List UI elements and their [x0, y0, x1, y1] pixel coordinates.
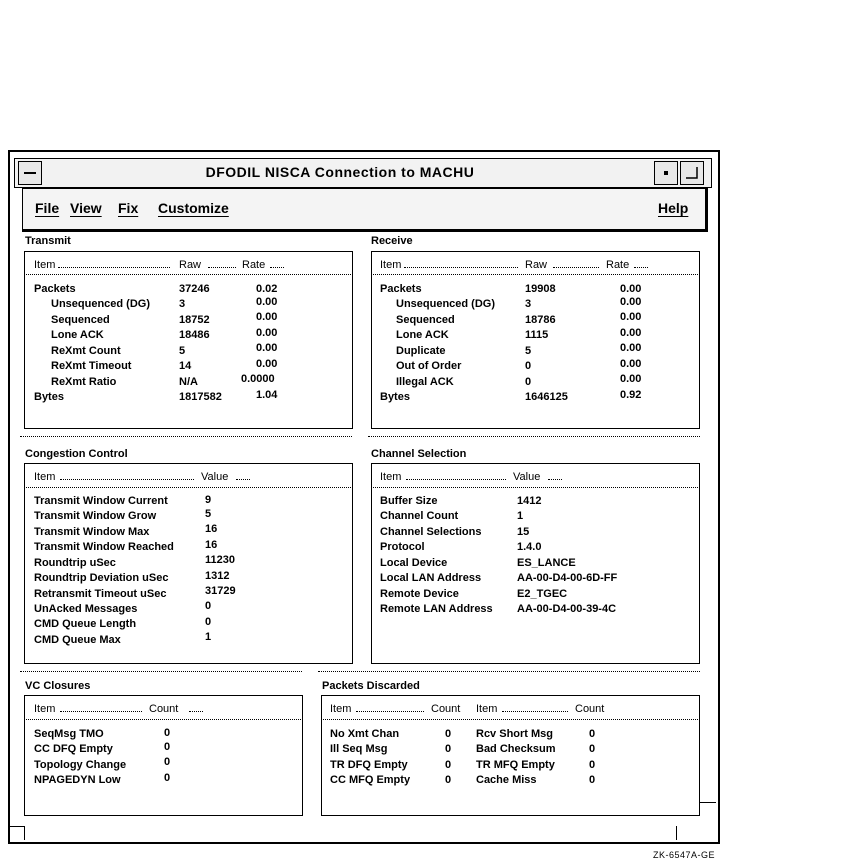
channel-row-label: Local LAN Address: [380, 572, 482, 584]
receive-row-label: Lone ACK: [396, 329, 449, 341]
congestion-row-value: 16: [205, 523, 218, 535]
transmit-row-rate: 0.00: [256, 311, 278, 323]
congestion-row-value: 5: [205, 508, 212, 520]
discarded-header-dots: [356, 711, 424, 712]
discarded-row-count: 0: [589, 759, 596, 771]
transmit-header-divider: [24, 274, 351, 275]
channel-row-label: Channel Count: [380, 510, 459, 522]
receive-row-label: Out of Order: [396, 360, 462, 372]
congestion-section-title: Congestion Control: [25, 448, 128, 460]
congestion-row-label: Roundtrip uSec: [34, 557, 116, 569]
channel-header-item: Item: [380, 471, 402, 483]
discarded-row-label: CC MFQ Empty: [330, 774, 411, 786]
congestion-row-label: CMD Queue Max: [34, 634, 121, 646]
section-separator: [318, 671, 700, 672]
discarded-row-label: Bad Checksum: [476, 743, 556, 755]
vc-row-count: 0: [164, 741, 171, 753]
receive-header-rate: Rate: [606, 259, 630, 271]
discarded-row-count: 0: [589, 774, 596, 786]
transmit-header-rate: Rate: [242, 259, 266, 271]
resize-handle-bottom-left[interactable]: [8, 826, 24, 827]
maximize-button[interactable]: [680, 161, 704, 185]
section-separator: [368, 436, 700, 437]
vc-header-divider: [24, 719, 301, 720]
transmit-row-raw: 37246: [179, 283, 210, 295]
congestion-row-label: UnAcked Messages: [34, 603, 138, 615]
congestion-row-value: 0: [205, 600, 212, 612]
receive-row-raw: 1646125: [525, 391, 568, 403]
transmit-header-dots: [270, 267, 284, 268]
transmit-row-rate: 0.0000: [241, 373, 275, 385]
minimize-icon: [655, 162, 677, 184]
channel-row-label: Channel Selections: [380, 526, 482, 538]
receive-row-raw: 19908: [525, 283, 556, 295]
discarded-row-label: No Xmt Chan: [330, 728, 400, 740]
channel-row-value: AA-00-D4-00-39-4C: [517, 603, 617, 615]
receive-row-rate: 0.92: [620, 389, 642, 401]
receive-row-rate: 0.00: [620, 311, 642, 323]
transmit-row-label: ReXmt Timeout: [51, 360, 132, 372]
congestion-row-value: 9: [205, 494, 212, 506]
receive-header-dots: [634, 267, 648, 268]
receive-row-rate: 0.00: [620, 327, 642, 339]
transmit-row-raw: N/A: [179, 376, 198, 388]
transmit-row-raw: 18752: [179, 314, 210, 326]
channel-row-label: Remote Device: [380, 588, 459, 600]
congestion-header-item: Item: [34, 471, 56, 483]
transmit-row-raw: 18486: [179, 329, 210, 341]
receive-row-label: Illegal ACK: [396, 376, 454, 388]
discarded-header-divider: [321, 719, 698, 720]
transmit-row-rate: 0.00: [256, 358, 278, 370]
receive-row-label: Bytes: [380, 391, 410, 403]
discarded-row-label: TR DFQ Empty: [330, 759, 408, 771]
channel-row-value: 15: [517, 526, 530, 538]
vc-row-count: 0: [164, 756, 171, 768]
discarded-row-count: 0: [589, 728, 596, 740]
receive-row-rate: 0.00: [620, 373, 642, 385]
receive-row-rate: 0.00: [620, 283, 642, 295]
figure-code: ZK-6547A-GE: [652, 850, 715, 860]
congestion-row-label: Roundtrip Deviation uSec: [34, 572, 169, 584]
congestion-row-label: Transmit Window Grow: [34, 510, 157, 522]
channel-header-value: Value: [513, 471, 541, 483]
transmit-section-title: Transmit: [25, 235, 71, 247]
transmit-row-rate: 1.04: [256, 389, 278, 401]
transmit-row-raw: 5: [179, 345, 186, 357]
window-menu-icon: [19, 162, 41, 184]
receive-header-raw: Raw: [525, 259, 548, 271]
transmit-row-rate: 0.00: [256, 342, 278, 354]
congestion-row-label: Transmit Window Current: [34, 495, 168, 507]
menu-fix[interactable]: Fix: [118, 200, 139, 216]
channel-row-value: 1: [517, 510, 524, 522]
resize-handle-bottom-right[interactable]: [700, 802, 716, 803]
minimize-button[interactable]: [654, 161, 678, 185]
vc-row-count: 0: [164, 772, 171, 784]
discarded-row-count: 0: [445, 743, 452, 755]
discarded-header-dots: [502, 711, 568, 712]
vc-header-item: Item: [34, 703, 56, 715]
congestion-header-dots: [236, 479, 250, 480]
congestion-row-value: 0: [205, 616, 212, 628]
transmit-row-rate: 0.00: [256, 327, 278, 339]
transmit-row-label: Packets: [34, 283, 76, 295]
menu-file[interactable]: File: [35, 200, 60, 216]
discarded-row-label: Cache Miss: [476, 774, 537, 786]
transmit-row-label: Bytes: [34, 391, 64, 403]
congestion-row-value: 1: [205, 631, 212, 643]
discarded-header-item: Item: [476, 703, 498, 715]
congestion-row-label: Transmit Window Max: [34, 526, 150, 538]
receive-header-item: Item: [380, 259, 402, 271]
receive-row-rate: 0.00: [620, 342, 642, 354]
transmit-row-raw: 3: [179, 298, 186, 310]
channel-row-value: 1412: [517, 495, 542, 507]
vc-row-label: Topology Change: [34, 759, 127, 771]
transmit-row-label: Unsequenced (DG): [51, 298, 151, 310]
receive-row-raw: 3: [525, 298, 532, 310]
channel-row-label: Protocol: [380, 541, 425, 553]
discarded-row-count: 0: [445, 728, 452, 740]
menu-customize[interactable]: Customize: [158, 200, 229, 216]
channel-row-value: 1.4.0: [517, 541, 542, 553]
window-menu-button[interactable]: [18, 161, 42, 185]
congestion-row-value: 16: [205, 539, 218, 551]
vc-row-label: CC DFQ Empty: [34, 743, 113, 755]
transmit-header-item: Item: [34, 259, 56, 271]
discarded-row-label: Ill Seq Msg: [330, 743, 388, 755]
transmit-row-rate: 0.00: [256, 296, 278, 308]
vc-row-label: SeqMsg TMO: [34, 728, 104, 740]
receive-row-label: Duplicate: [396, 345, 446, 357]
channel-row-label: Buffer Size: [380, 495, 438, 507]
channel-row-label: Local Device: [380, 557, 448, 569]
receive-row-label: Sequenced: [396, 314, 455, 326]
transmit-row-raw: 14: [179, 360, 192, 372]
menu-help[interactable]: Help: [658, 200, 689, 216]
congestion-row-value: 11230: [205, 554, 235, 566]
receive-row-raw: 18786: [525, 314, 556, 326]
congestion-row-value: 31729: [205, 585, 236, 597]
maximize-icon: [681, 162, 703, 184]
vc-row-label: NPAGEDYN Low: [34, 774, 121, 786]
vc-row-count: 0: [164, 727, 171, 739]
discarded-header-item: Item: [330, 703, 352, 715]
receive-row-label: Unsequenced (DG): [396, 298, 496, 310]
discarded-section-title: Packets Discarded: [322, 680, 420, 692]
receive-section-title: Receive: [371, 235, 413, 247]
receive-row-raw: 1115: [525, 329, 549, 341]
section-separator: [20, 671, 302, 672]
congestion-row-value: 1312: [205, 570, 230, 582]
discarded-row-count: 0: [445, 774, 452, 786]
receive-row-raw: 0: [525, 376, 532, 388]
receive-row-raw: 5: [525, 345, 532, 357]
channel-header-divider: [371, 487, 698, 488]
channel-row-label: Remote LAN Address: [380, 603, 493, 615]
resize-handle-bottom-left[interactable]: [24, 826, 25, 840]
receive-row-rate: 0.00: [620, 296, 642, 308]
channel-header-dots: [406, 479, 506, 480]
receive-row-rate: 0.00: [620, 358, 642, 370]
transmit-row-raw: 1817582: [179, 391, 222, 403]
receive-header-dots: [404, 267, 518, 268]
channel-row-value: ES_LANCE: [517, 557, 576, 569]
menu-view[interactable]: View: [70, 200, 102, 216]
congestion-header-divider: [24, 487, 351, 488]
receive-header-dots: [553, 267, 599, 268]
discarded-row-label: TR MFQ Empty: [476, 759, 555, 771]
transmit-header-dots: [208, 267, 236, 268]
receive-row-label: Packets: [380, 283, 422, 295]
channel-row-value: E2_TGEC: [517, 588, 568, 600]
channel-section-title: Channel Selection: [371, 448, 467, 460]
section-separator: [20, 436, 352, 437]
transmit-row-rate: 0.02: [256, 283, 278, 295]
congestion-row-label: Retransmit Timeout uSec: [34, 588, 167, 600]
transmit-header-dots: [58, 267, 170, 268]
discarded-header-count: Count: [575, 703, 605, 715]
transmit-row-label: ReXmt Count: [51, 345, 121, 357]
transmit-row-label: Lone ACK: [51, 329, 104, 341]
transmit-row-label: ReXmt Ratio: [51, 376, 117, 388]
vc-header-dots: [189, 711, 203, 712]
discarded-row-count: 0: [589, 743, 596, 755]
congestion-row-label: Transmit Window Reached: [34, 541, 174, 553]
congestion-row-label: CMD Queue Length: [34, 618, 137, 630]
congestion-header-dots: [60, 479, 194, 480]
vc-header-dots: [60, 711, 142, 712]
congestion-header-value: Value: [201, 471, 229, 483]
channel-header-dots: [548, 479, 562, 480]
discarded-row-count: 0: [445, 759, 452, 771]
vc-section-title: VC Closures: [25, 680, 91, 692]
resize-handle-bottom-right[interactable]: [676, 826, 677, 840]
discarded-header-count: Count: [431, 703, 461, 715]
window-title: DFODIL NISCA Connection to MACHU: [205, 164, 475, 180]
discarded-panel: [321, 695, 700, 816]
receive-header-divider: [371, 274, 698, 275]
vc-header-count: Count: [149, 703, 179, 715]
transmit-header-raw: Raw: [179, 259, 202, 271]
receive-row-raw: 0: [525, 360, 532, 372]
discarded-row-label: Rcv Short Msg: [476, 728, 554, 740]
transmit-row-label: Sequenced: [51, 314, 110, 326]
channel-row-value: AA-00-D4-00-6D-FF: [517, 572, 618, 584]
